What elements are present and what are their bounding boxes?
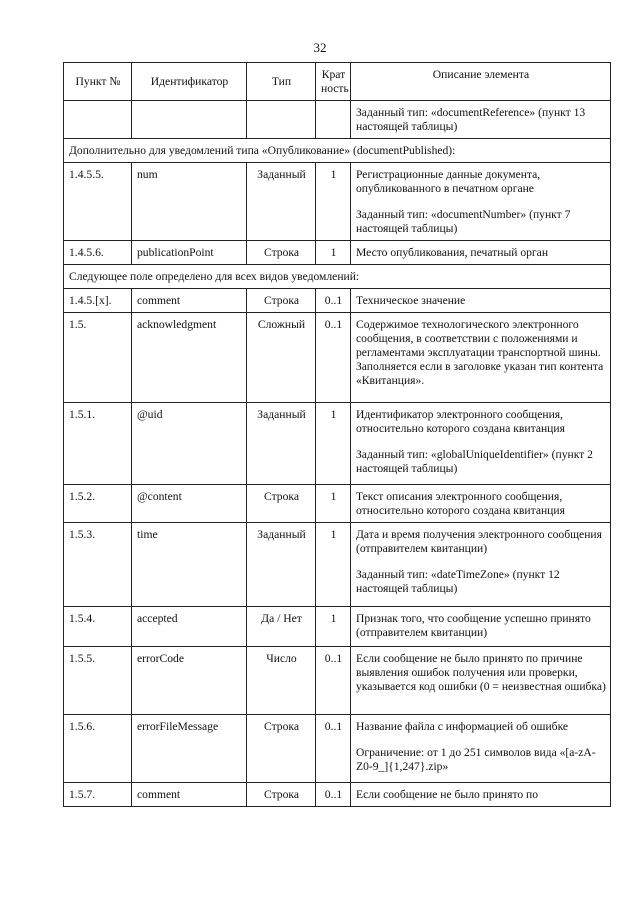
description-cell [351, 101, 611, 139]
description-paragraph: Если сообщение не было принято по причине выявления ошибок получения или проверки, указывается код ошибки (0 = неизвестная ошибка) [356, 652, 606, 693]
identifier-cell: acknowledgment [132, 313, 247, 403]
identifier-cell: errorFileMessage [132, 715, 247, 783]
description-cell [351, 485, 611, 523]
identifier-cell: @content [132, 485, 247, 523]
item-number-cell [64, 101, 132, 139]
description-paragraph: Заданный тип: «documentReference» (пункт 13 настоящей таблицы) [356, 106, 586, 133]
item-number-cell: 1.5.6. [64, 715, 132, 783]
item-number-cell: 1.5.1. [64, 403, 132, 485]
description-paragraph: Заданный тип: «dateTimeZone» (пункт 12 настоящей таблицы) [356, 568, 560, 595]
header-type: Тип [247, 63, 316, 101]
multiplicity-cell: 0..1 [316, 783, 351, 807]
identifier-cell: @uid [132, 403, 247, 485]
section-row [64, 139, 611, 163]
table-row [64, 289, 611, 313]
multiplicity-cell: 0..1 [316, 289, 351, 313]
description-cell [351, 607, 611, 647]
page-number: 32 [313, 40, 327, 55]
table-row [64, 783, 611, 807]
multiplicity-cell: 1 [316, 163, 351, 241]
item-number-cell: 1.4.5.5. [64, 163, 132, 241]
description-cell [351, 523, 611, 607]
description-cell [351, 313, 611, 403]
multiplicity-cell [316, 101, 351, 139]
table-row [64, 241, 611, 265]
description-cell [351, 289, 611, 313]
item-number-cell: 1.5.5. [64, 647, 132, 715]
type-cell: Заданный [247, 523, 316, 607]
section-note: Следующее поле определено для всех видов уведомлений: [64, 265, 611, 289]
identifier-cell: errorCode [132, 647, 247, 715]
type-cell: Да / Нет [247, 607, 316, 647]
description-cell [351, 241, 611, 265]
type-cell: Заданный [247, 163, 316, 241]
type-cell: Строка [247, 715, 316, 783]
header-identifier: Идентификатор [132, 63, 247, 101]
section-note: Дополнительно для уведомлений типа «Опубликование» (documentPublished): [64, 139, 611, 163]
item-number-cell: 1.5.7. [64, 783, 132, 807]
type-cell: Строка [247, 241, 316, 265]
description-cell [351, 715, 611, 783]
item-number-cell: 1.5.2. [64, 485, 132, 523]
section-row [64, 265, 611, 289]
header-item-number: Пункт № [64, 63, 132, 101]
identifier-cell: accepted [132, 607, 247, 647]
multiplicity-cell: 1 [316, 485, 351, 523]
description-paragraph: Место опубликования, печатный орган [356, 246, 549, 259]
type-cell: Строка [247, 289, 316, 313]
identifier-cell: comment [132, 289, 247, 313]
multiplicity-cell: 1 [316, 241, 351, 265]
description-cell [351, 647, 611, 715]
description-paragraph: Текст описания электронного сообщения, относительно которого создана квитанция [356, 490, 565, 517]
header-description: Описание элемента [351, 63, 611, 101]
identifier-cell: num [132, 163, 247, 241]
table-row [64, 403, 611, 485]
description-paragraph: Идентификатор электронного сообщения, относительно которого создана квитанция [356, 408, 565, 435]
elements-table [63, 62, 611, 807]
table-row [64, 647, 611, 715]
multiplicity-cell: 1 [316, 607, 351, 647]
description-paragraph: Содержимое технологического электронного сообщения, в соответствии с положениями и регламентами эксплуатации транспортной шины. Заполняется если в заголовке указан тип контента «Квитанция». [356, 318, 604, 387]
description-cell [351, 163, 611, 241]
identifier-cell: publicationPoint [132, 241, 247, 265]
table-row [64, 313, 611, 403]
type-cell: Заданный [247, 403, 316, 485]
table-header-row [64, 63, 611, 101]
description-cell [351, 403, 611, 485]
table-row [64, 101, 611, 139]
multiplicity-cell: 0..1 [316, 647, 351, 715]
item-number-cell: 1.4.5.6. [64, 241, 132, 265]
type-cell [247, 101, 316, 139]
type-cell: Сложный [247, 313, 316, 403]
description-cell [351, 783, 611, 807]
header-multiplicity: Крат ность [316, 63, 351, 101]
type-cell: Число [247, 647, 316, 715]
description-paragraph: Заданный тип: «documentNumber» (пункт 7 настоящей таблицы) [356, 208, 571, 235]
multiplicity-cell: 1 [316, 523, 351, 607]
description-paragraph: Техническое значение [356, 294, 466, 307]
description-paragraph: Ограничение: от 1 до 251 символов вида «[a-zA-Z0-9_]{1,247}.zip» [356, 746, 596, 773]
item-number-cell: 1.5. [64, 313, 132, 403]
description-paragraph: Заданный тип: «globalUniqueIdentifier» (пункт 2 настоящей таблицы) [356, 448, 593, 475]
multiplicity-cell: 0..1 [316, 715, 351, 783]
multiplicity-cell: 0..1 [316, 313, 351, 403]
type-cell: Строка [247, 783, 316, 807]
table-row [64, 485, 611, 523]
table-row [64, 715, 611, 783]
item-number-cell: 1.4.5.[x]. [64, 289, 132, 313]
table-row [64, 607, 611, 647]
identifier-cell: time [132, 523, 247, 607]
table-body [64, 101, 611, 807]
identifier-cell: comment [132, 783, 247, 807]
item-number-cell: 1.5.4. [64, 607, 132, 647]
description-paragraph: Регистрационные данные документа, опубликованного в печатном органе [356, 168, 541, 195]
description-paragraph: Признак того, что сообщение успешно принято (отправителем квитанции) [356, 612, 591, 639]
description-paragraph: Дата и время получения электронного сообщения (отправителем квитанции) [356, 528, 602, 555]
description-paragraph: Если сообщение не было принято по [356, 788, 539, 801]
table-row [64, 523, 611, 607]
identifier-cell [132, 101, 247, 139]
item-number-cell: 1.5.3. [64, 523, 132, 607]
type-cell: Строка [247, 485, 316, 523]
multiplicity-cell: 1 [316, 403, 351, 485]
description-paragraph: Название файла с информацией об ошибке [356, 720, 569, 733]
table-row [64, 163, 611, 241]
